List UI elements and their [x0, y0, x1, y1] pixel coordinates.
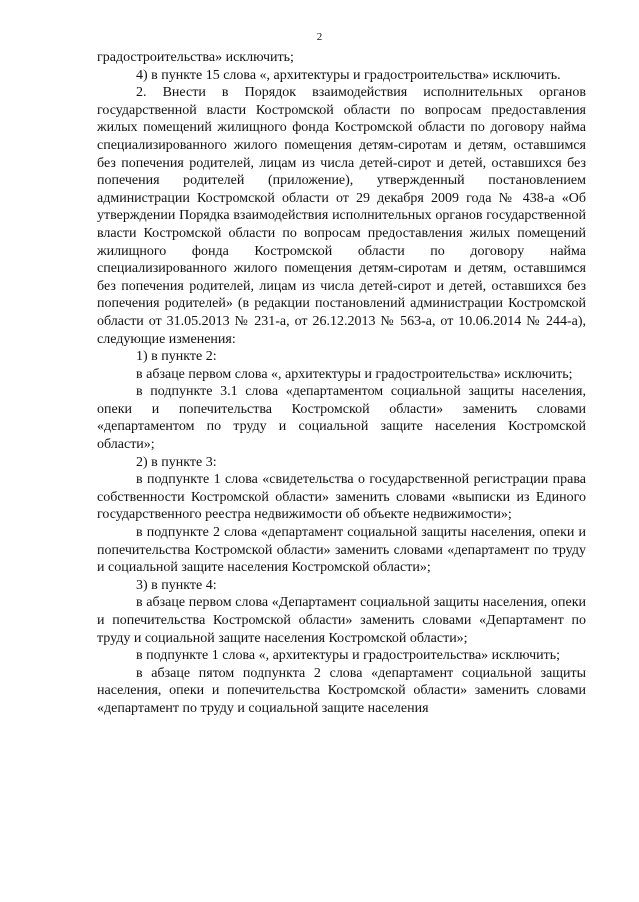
paragraph: градостроительства» исключить;: [97, 50, 294, 65]
paragraph: в абзаце пятом подпункта 2 слова «департамент социальной защиты населения, опеки и попечительства Костромской области» заменить словами «департамент по труду и социальной защите населения: [97, 665, 586, 716]
paragraph: 2. Внести в Порядок взаимодействия исполнительных органов государственной власти Костромской области по вопросам предоставления жилых помещений жилищного фонда Костромской области по договору найма специализированного жилого помещения детям-сиротам и детям, оставшимся без попечения родителей, лицам из числа детей-сирот и детей, оставшихся без попечения родителей (приложение), утвержденный постановлением администрации Костромской области от 29 декабря 2009 года № 438-а «Об утверждении Порядка взаимодействия исполнительных органов государственной власти Костромской области по вопросам предоставления жилых помещений жилищного фонда Костромской области по договору найма специализированного жилого помещения детям-сиротам и детям, оставшимся без попечения родителей, лицам из числа детей-сирот и детей, оставшихся без попечения родителей» (в редакции постановлений администрации Костромской области от 31.05.2013 № 231-а, от 26.12.2013 № 563-а, от 10.06.2014 № 244-а), следующие изменения:: [97, 85, 586, 347]
paragraph: 2) в пункте 3:: [136, 454, 217, 470]
paragraph: 4) в пункте 15 слова «, архитектуры и градостроительства» исключить.: [136, 67, 561, 83]
paragraph: в подпункте 1 слова «, архитектуры и градостроительства» исключить;: [136, 648, 561, 664]
paragraph: в подпункте 1 слова «свидетельства о государственной регистрации права собственности Костромской области» заменить словами «выписки из Единого государственного реестра недвижимости об объекте недвижимости»;: [97, 472, 586, 523]
paragraph: в подпункте 3.1 слова «департаментом социальной защиты населения, опеки и попечительства Костромской области» заменить словами «департаментом по труду и социальной защите населения Костромской области»;: [97, 384, 586, 453]
paragraph: 1) в пункте 2:: [136, 349, 217, 365]
paragraph: 3) в пункте 4:: [136, 577, 217, 593]
paragraph: в абзаце первом слова «, архитектуры и градостроительства» исключить;: [136, 366, 573, 382]
paragraph: в абзаце первом слова «Департамент социальной защиты населения, опеки и попечительства Костромской области» заменить словами «Департамент по труду и социальной защите населения Костромской области»;: [97, 595, 586, 646]
paragraph: в подпункте 2 слова «департамент социальной защиты населения, опеки и попечительства Костромской области» заменить словами «департамент по труду и социальной защите населения Костромской области»;: [97, 525, 586, 576]
page-number: 2: [316, 31, 323, 43]
document-body: [97, 49, 586, 718]
